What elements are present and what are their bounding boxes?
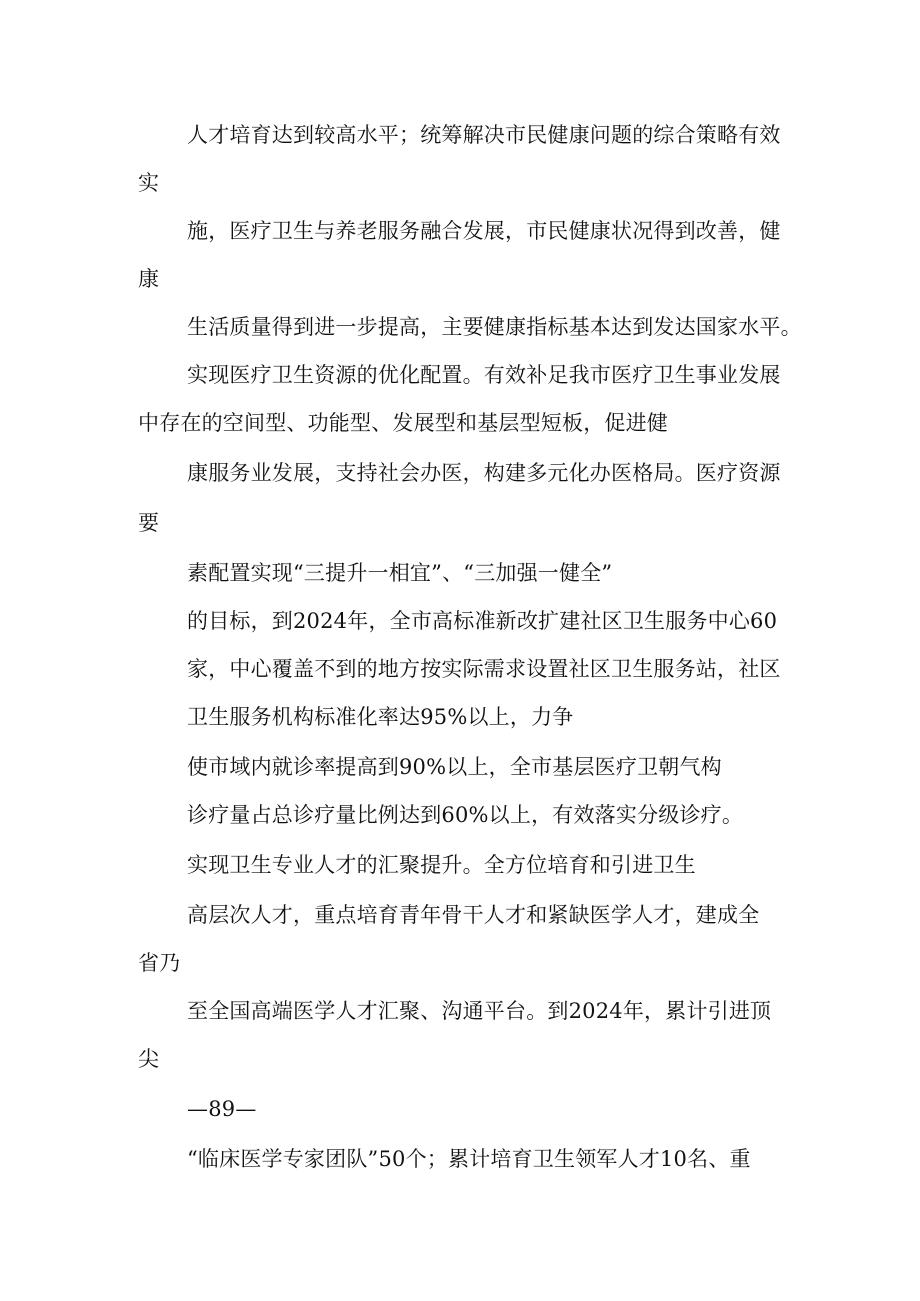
- page-number: —89—: [187, 1097, 257, 1121]
- text-line: 诊疗量占总诊疗量比例达到60%以上，有效落实分级诊疗。: [187, 803, 744, 827]
- text-line: 高层次人才，重点培育青年骨干人才和紧缺医学人才，建成全: [187, 903, 760, 927]
- text-line: 使市域内就诊率提高到90%以上，全市基层医疗卫朝气构: [187, 755, 722, 779]
- text-line: 素配置实现“三提升一相宜”、“三加强一健全”: [187, 561, 613, 585]
- text-line: 康: [138, 267, 160, 291]
- text-line: 实: [138, 171, 160, 195]
- text-line: 生活质量得到进一步提高，主要健康指标基本达到发达国家水平。: [187, 315, 802, 339]
- text-line: 省乃: [138, 951, 181, 975]
- text-line: “临床医学专家团队”50个；累计培育卫生领军人才10名、重: [187, 1147, 751, 1171]
- text-line: 中存在的空间型、功能型、发展型和基层型短板，促进健: [138, 411, 668, 435]
- text-line: 康服务业发展，支持社会办医，构建多元化办医格局。医疗资源: [187, 461, 781, 485]
- text-line: 至全国高端医学人才汇聚、沟通平台。到2024年，累计引进顶: [187, 999, 772, 1023]
- text-line: 尖: [138, 1047, 160, 1071]
- text-line: 要: [138, 511, 160, 535]
- text-line: 家，中心覆盖不到的地方按实际需求设置社区卫生服务站，社区: [187, 657, 781, 681]
- text-line: 的目标，到2024年，全市高标准新改扩建社区卫生服务中心60: [187, 609, 778, 633]
- text-line: 实现卫生专业人才的汇聚提升。全方位培育和引进卫生: [187, 853, 696, 877]
- text-line: 施，医疗卫生与养老服务融合发展，市民健康状况得到改善，健: [187, 219, 781, 243]
- text-line: 实现医疗卫生资源的优化配置。有效补足我市医疗卫生事业发展: [187, 363, 781, 387]
- text-line: 人才培育达到较高水平；统筹解决市民健康问题的综合策略有效: [187, 123, 781, 147]
- text-line: 卫生服务机构标准化率达95%以上，力争: [187, 705, 574, 729]
